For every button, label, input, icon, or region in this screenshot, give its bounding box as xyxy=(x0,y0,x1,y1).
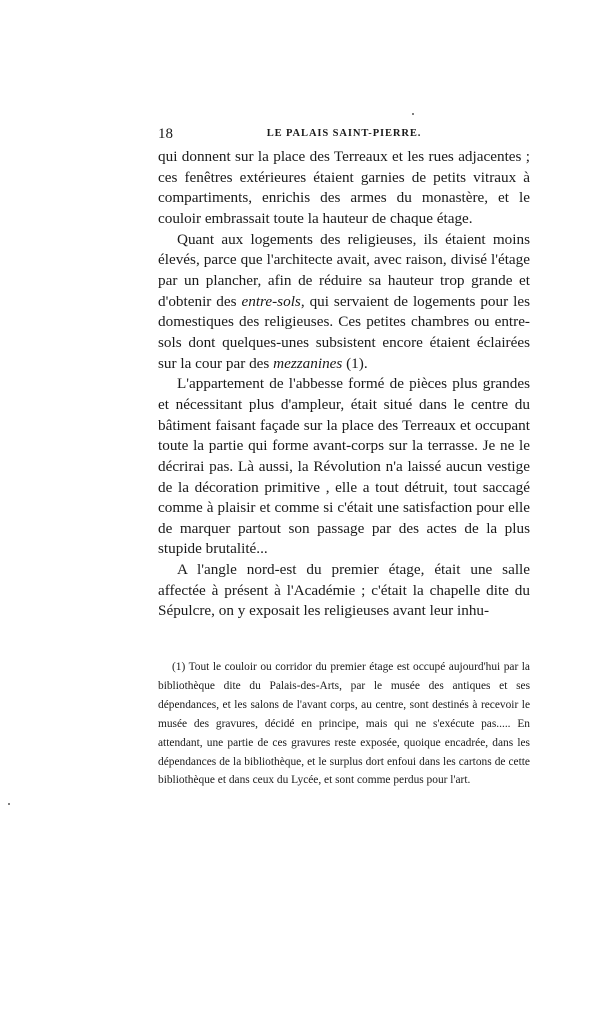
footnote xyxy=(158,658,530,790)
text-run: qui donnent sur la place des Terreaux et les rues adjacentes ; ces fenêtres extérieures étaient garnies de petits vitraux à compartiments, enrichis des armes du monastère, et le couloir embrassait toute la hauteur de chaque étage. xyxy=(158,148,530,227)
text-run: L'appartement de l'abbesse formé de pièces plus grandes et nécessitant plus d'ampleur, était situé dans le centre du bâtiment faisant façade sur la place des Terreaux et occupant toute la partie qui forme avant-corps sur la terrasse. Je ne le décrirai pas. Là aussi, la Révolution n'a laissé aucun vestige de la décoration primitive , elle a tout détruit, tout saccagé comme à plaisir et comme si c'était une satisfaction pour elle de marquer partout son passage par des actes de la plus stupide brutalité... xyxy=(158,375,530,558)
italic-term: mezzanines xyxy=(273,354,343,372)
text-run: A l'angle nord-est du premier étage, était une salle affectée à présent à l'Académie ; c'était la chapelle dite du Sépulcre, on y exposait les religieuses avant leur inhu- xyxy=(158,561,530,620)
body-text xyxy=(158,147,530,622)
text-run: , qui servaient de logements pour les domestiques des religieuses. Ces petites chambres ou entre-sols dont quelques-unes subsistent encore étaient éclairées sur la cour par des xyxy=(158,292,530,372)
page-header xyxy=(158,126,530,148)
text-run: (1). xyxy=(342,354,368,372)
body-paragraph xyxy=(158,374,530,560)
footnote-section xyxy=(158,658,530,790)
page-number: 18 xyxy=(158,126,173,142)
print-speck xyxy=(412,113,414,115)
body-paragraph xyxy=(158,560,530,622)
body-paragraph xyxy=(158,230,530,375)
text-run: Quant aux logements des religieuses, ils étaient moins élevés, parce que l'architecte avait, avec raison, divisé l'étage par un plancher, afin de réduire sa hauteur trop grande et d'obtenir des xyxy=(158,230,530,310)
italic-term: entre-sols xyxy=(241,292,301,310)
print-speck xyxy=(8,803,10,805)
running-title: LE PALAIS SAINT-PIERRE. xyxy=(266,128,422,139)
text-run: (1) Tout le couloir ou corridor du premier étage est occupé aujourd'hui par la bibliothèque dite du Palais-des-Arts, par le musée des antiques et ses dépendances, et les salons de l'avant corps, au centre, sont destinés à recevoir le musée des gravures, décidé en principe, mais qui ne s'exécute pas..... En attendant, une partie de ces gravures reste exposée, quoique encadrée, dans les dépendances de la bibliothèque, et le surplus dort enfoui dans les cartons de cette bibliothèque et dans ceux du Lycée, et sont comme perdus pour l'art. xyxy=(158,661,530,787)
body-paragraph xyxy=(158,147,530,230)
